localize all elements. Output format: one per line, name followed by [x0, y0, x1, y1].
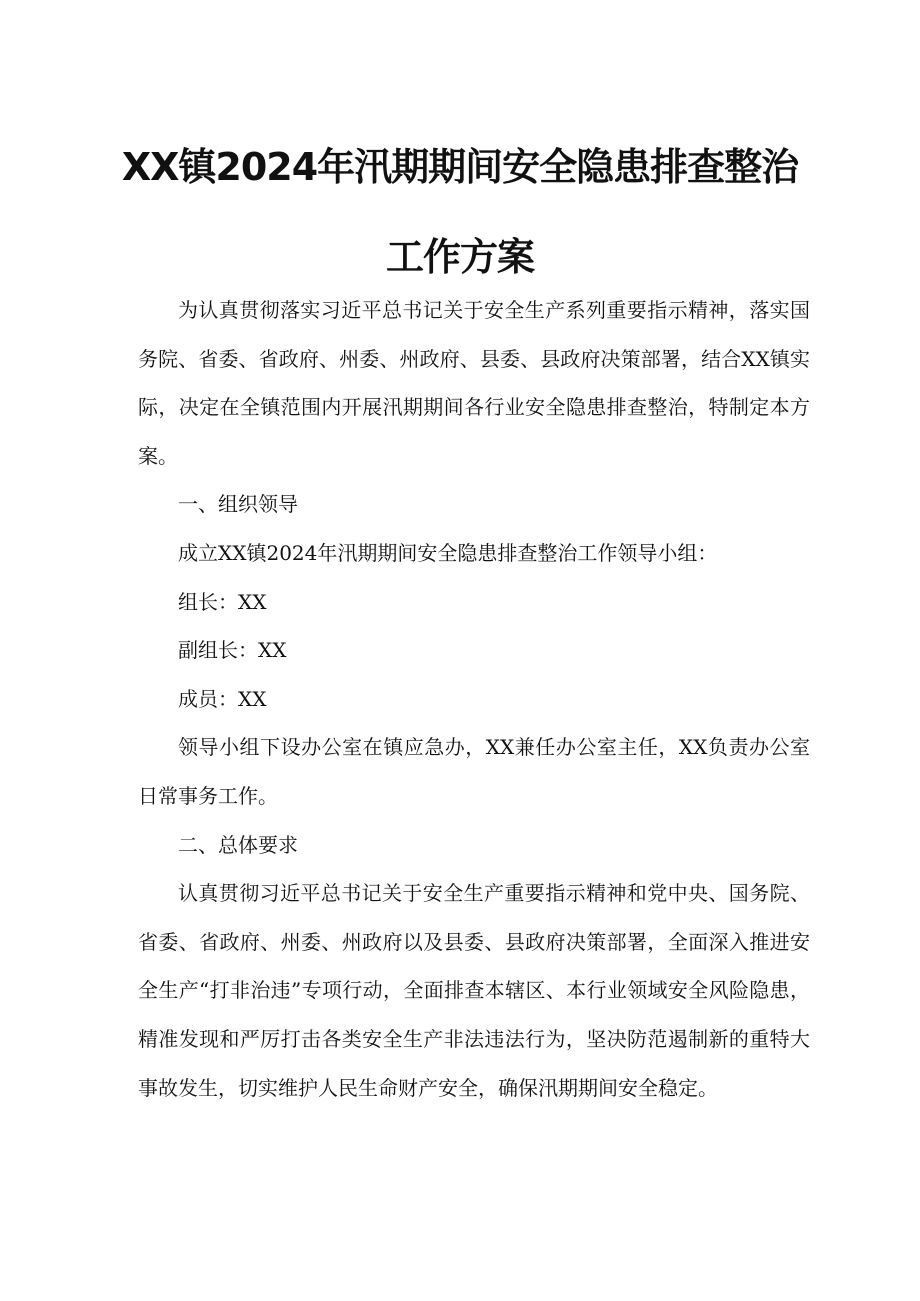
requirements-paragraph: 认真贯彻习近平总书记关于安全生产重要指示精神和党中央、国务院、省委、省政府、州委、州政府以及县委、县政府决策部署，全面深入推进安全生产“打非治违”专项行动，全面排查本辖区、本行业领域安全风险隐患，精准发现和严厉打击各类安全生产非法违法行为，坚决防范遏制新的重特大事故发生，切实维护人民生命财产安全，确保汛期期间安全稳定。	[138, 881, 810, 1100]
members-line: 成员：XX	[178, 686, 267, 711]
document-title-line-1: XX镇2024年汛期期间安全隐患排查整治	[121, 145, 799, 189]
group-intro-line: 成立XX镇2024年汛期期间安全隐患排查整治工作领导小组：	[178, 540, 718, 565]
section-heading-requirements: 二、总体要求	[178, 832, 298, 857]
intro-paragraph: 为认真贯彻落实习近平总书记关于安全生产系列重要指示精神，落实国务院、省委、省政府、州委、州政府、县委、县政府决策部署，结合XX镇实际，决定在全镇范围内开展汛期期间各行业安全隐患排查整治，特制定本方案。	[138, 298, 810, 468]
office-paragraph: 领导小组下设办公室在镇应急办，XX兼任办公室主任，XX负责办公室日常事务工作。	[138, 735, 810, 808]
document-body	[138, 286, 810, 1112]
leader-line: 组长：XX	[178, 589, 267, 614]
document-title-line-2: 工作方案	[385, 235, 534, 279]
deputy-leader-line: 副组长：XX	[178, 638, 287, 663]
section-heading-organization: 一、组织领导	[178, 492, 298, 517]
